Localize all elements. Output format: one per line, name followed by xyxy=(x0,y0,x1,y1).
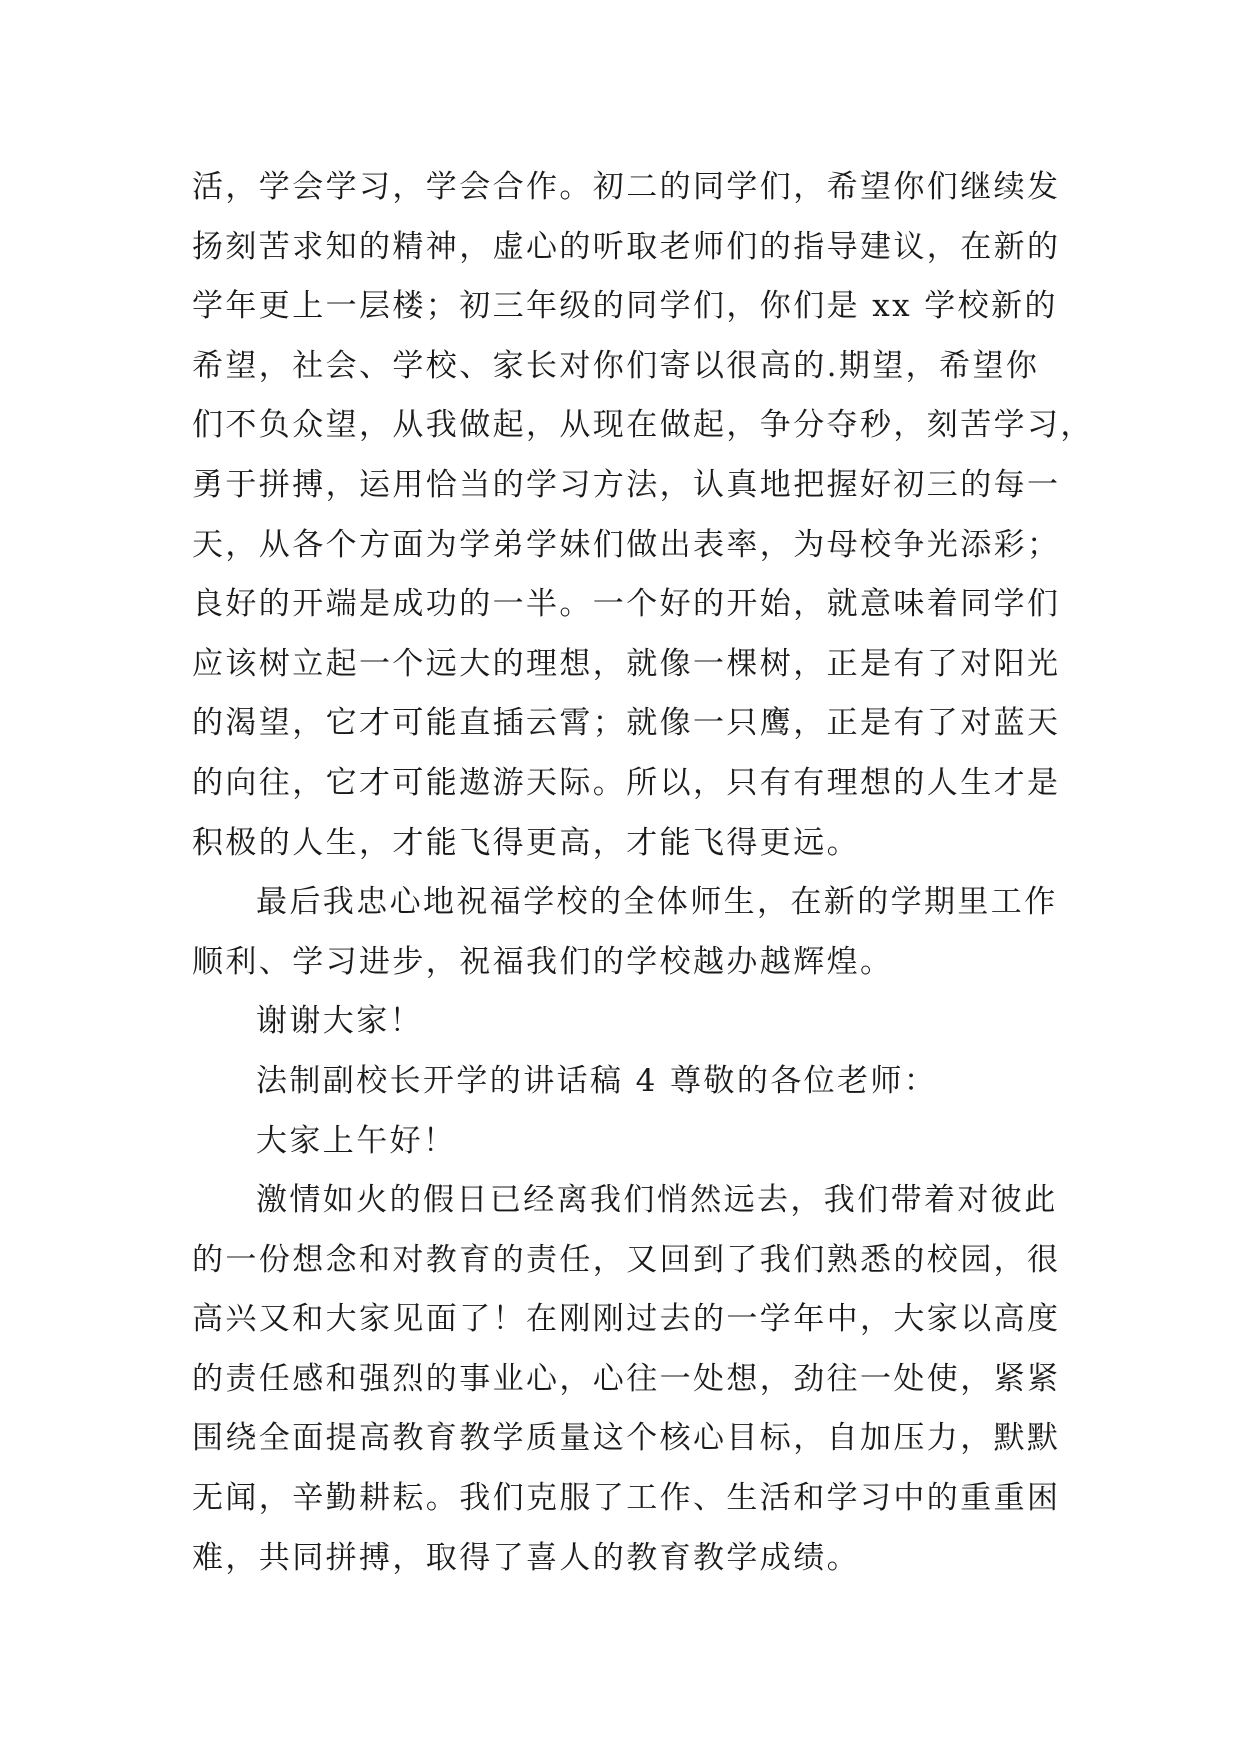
text-line: 学年更上一层楼；初三年级的同学们，你们是 xx 学校新的 xyxy=(192,288,1058,325)
text-line: 们不负众望，从我做起，从现在做起，争分夺秒，刻苦学习， xyxy=(192,407,1094,444)
text-line: 扬刻苦求知的精神，虚心的听取老师们的指导建议，在新的 xyxy=(192,228,1061,265)
text-line: 无闻，辛勤耕耘。我们克服了工作、生活和学习中的重重困 xyxy=(192,1480,1061,1517)
text-line: 顺利、学习进步，祝福我们的学校越办越辉煌。 xyxy=(192,943,894,980)
text-line: 良好的开端是成功的一半。一个好的开始，就意味着同学们 xyxy=(192,586,1061,623)
text-line: 勇于拼搏，运用恰当的学习方法，认真地把握好初三的每一 xyxy=(192,466,1061,503)
text-line: 积极的人生，才能飞得更高，才能飞得更远。 xyxy=(192,824,860,861)
thanks-line: 谢谢大家！ xyxy=(256,1003,423,1040)
text-line: 天，从各个方面为学弟学妹们做出表率，为母校争光添彩； xyxy=(192,526,1061,563)
text-line: 高兴又和大家见面了！在刚刚过去的一学年中，大家以高度 xyxy=(192,1301,1061,1338)
text-line: 的一份想念和对教育的责任，又回到了我们熟悉的校园，很 xyxy=(192,1241,1061,1278)
text-line: 希望，社会、学校、家长对你们寄以很高的.期望，希望你 xyxy=(192,347,1040,384)
paragraph-first-line: 最后我忠心地祝福学校的全体师生，在新的学期里工作 xyxy=(256,884,1058,921)
text-line: 活，学会学习，学会合作。初二的同学们，希望你们继续发 xyxy=(192,169,1061,205)
text-line: 围绕全面提高教育教学质量这个核心目标，自加压力，默默 xyxy=(192,1420,1061,1457)
document-body xyxy=(192,158,1094,1588)
speech-heading-line: 法制副校长开学的讲话稿 4 尊敬的各位老师： xyxy=(256,1062,938,1099)
greeting-line: 大家上午好！ xyxy=(256,1122,457,1159)
text-line: 的责任感和强烈的事业心，心往一处想，劲往一处使，紧紧 xyxy=(192,1360,1061,1397)
text-line: 应该树立起一个远大的理想，就像一棵树，正是有了对阳光 xyxy=(192,645,1061,682)
text-line: 的向往，它才可能遨游天际。所以，只有有理想的人生才是 xyxy=(192,764,1061,801)
text-line: 难，共同拼搏，取得了喜人的教育教学成绩。 xyxy=(192,1539,860,1576)
text-line: 的渴望，它才可能直插云霄；就像一只鹰，正是有了对蓝天 xyxy=(192,705,1061,742)
paragraph-first-line: 激情如火的假日已经离我们悄然远去，我们带着对彼此 xyxy=(256,1182,1058,1219)
